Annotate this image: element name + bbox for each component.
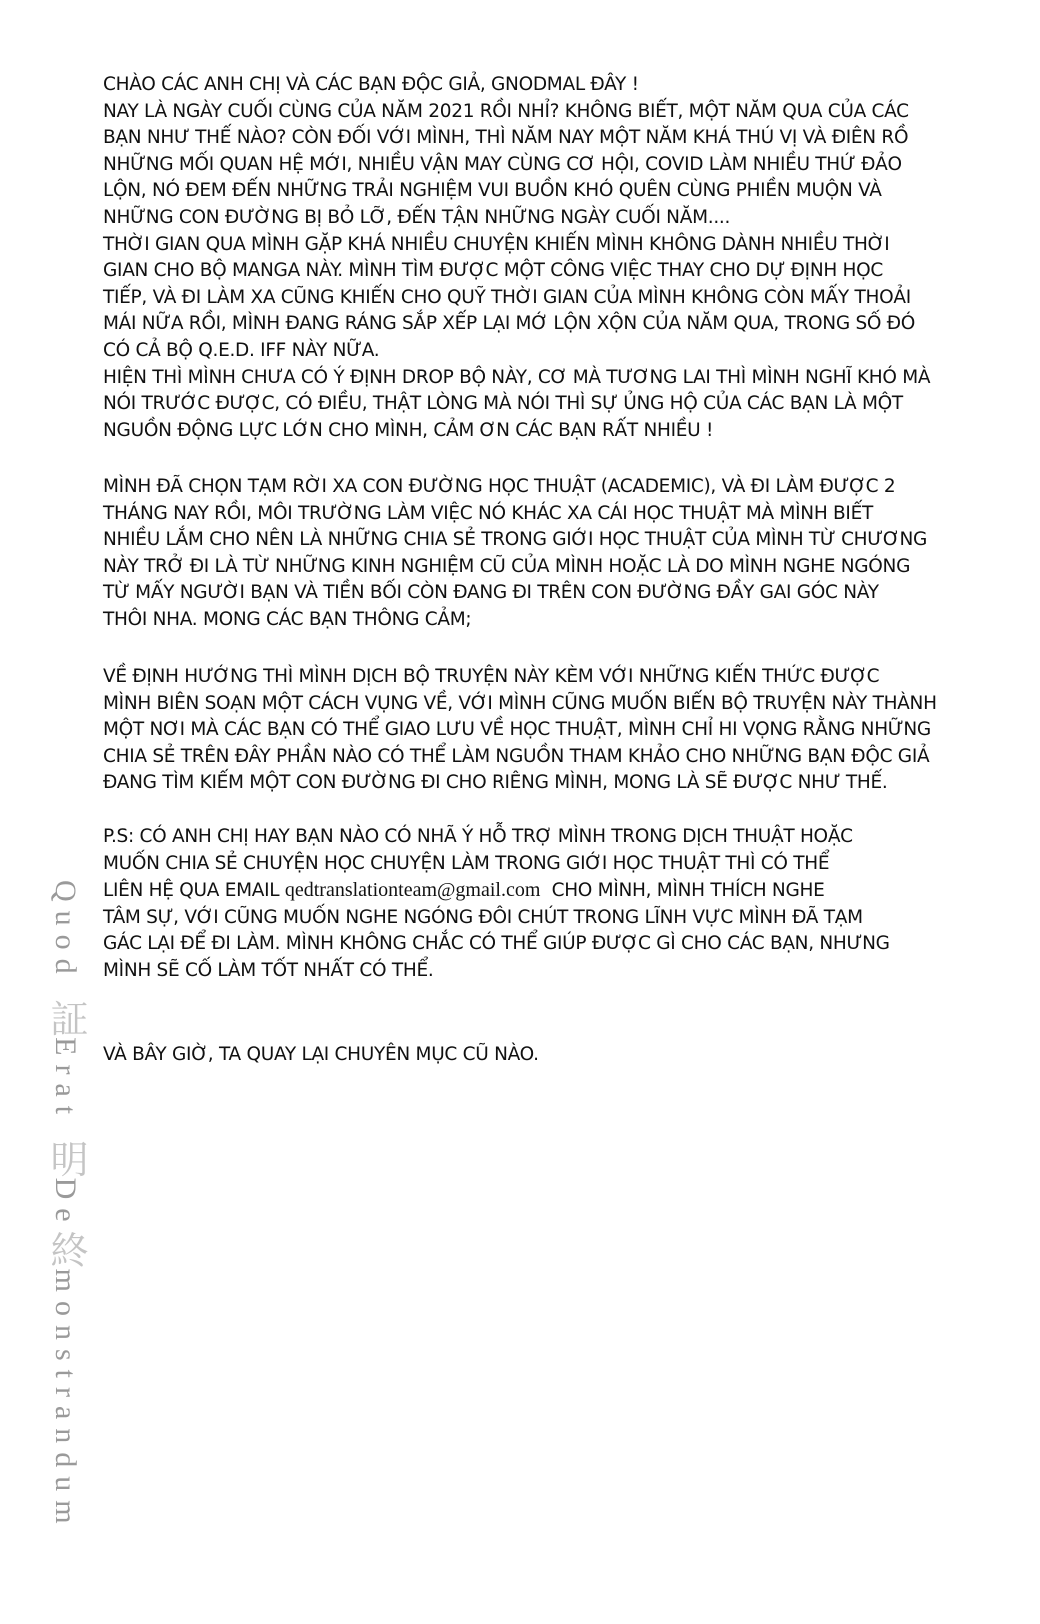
email-line (103, 877, 943, 905)
text-line: ĐANG TÌM KIẾM MỘT CON ĐƯỜNG ĐI CHO RIÊNG MÌNH, MONG LÀ SẼ ĐƯỢC NHƯ THẾ. (103, 772, 888, 794)
text-line: MUỐN CHIA SẺ CHUYỆN HỌC CHUYỆN LÀM TRONG GIỚI HỌC THUẬT THÌ CÓ THỂ (103, 852, 830, 874)
closing-paragraph (103, 1042, 943, 1069)
text-line: NÓI TRƯỚC ĐƯỢC, CÓ ĐIỀU, THẬT LÒNG MÀ NÓI THÌ SỰ ỦNG HỘ CỦA CÁC BẠN LÀ MỘT (103, 393, 903, 415)
email-prefix: LIÊN HỆ QUA EMAIL (103, 880, 285, 902)
text-line: THÁNG NAY RỒI, MÔI TRƯỜNG LÀM VIỆC NÓ KHÁC XA CÁI HỌC THUẬT MÀ MÌNH BIẾT (103, 502, 873, 524)
text-line: MÌNH ĐÃ CHỌN TẠM RỜI XA CON ĐƯỜNG HỌC THUẬT (ACADEMIC), VÀ ĐI LÀM ĐƯỢC 2 (103, 476, 896, 497)
text-line: BẠN NHƯ THẾ NÀO? CÒN ĐỐI VỚI MÌNH, THÌ NĂM NAY MỘT NĂM KHÁ THÚ VỊ VÀ ĐIÊN RỒ (103, 127, 909, 149)
text-line: THÔI NHA. MONG CÁC BẠN THÔNG CẢM; (103, 608, 472, 630)
text-line: GÁC LẠI ĐỂ ĐI LÀM. MÌNH KHÔNG CHẮC CÓ THỂ GIÚP ĐƯỢC GÌ CHO CÁC BẠN, NHƯNG (103, 933, 890, 955)
text-line: THỜI GIAN QUA MÌNH GẶP KHÁ NHIỀU CHUYỆN KHIẾN MÌNH KHÔNG DÀNH NHIỀU THỜI (103, 233, 890, 255)
text-line: HIỆN THÌ MÌNH CHƯA CÓ Ý ĐỊNH DROP BỘ NÀY, CƠ MÀ TƯƠNG LAI THÌ MÌNH NGHĨ KHÓ MÀ (103, 366, 931, 388)
watermark-kanji: 証 (44, 999, 86, 1038)
direction-paragraph (103, 664, 943, 797)
text-line: MỘT NƠI MÀ CÁC BẠN CÓ THỂ GIAO LƯU VỀ HỌC THUẬT, MÌNH CHỈ HI VỌNG RẰNG NHỮNG (103, 719, 931, 741)
text-line: NAY LÀ NGÀY CUỐI CÙNG CỦA NĂM 2021 RỒI NHỈ? KHÔNG BIẾT, MỘT NĂM QUA CỦA CÁC (103, 100, 909, 122)
text-line: GIAN CHO BỘ MANGA NÀY. MÌNH TÌM ĐƯỢC MỘT CÔNG VIỆC THAY CHO DỰ ĐỊNH HỌC (103, 260, 884, 282)
text-line: TÂM SỰ, VỚI CŨNG MUỐN NGHE NGÓNG ĐÔI CHÚT TRONG LĨNH VỰC MÌNH ĐÃ TẠM (103, 906, 863, 928)
text-line: CHÀO CÁC ANH CHỊ VÀ CÁC BẠN ĐỘC GIẢ, GNODMAL ĐÂY ! (103, 74, 639, 95)
text-line: MÁI NỮA RỒI, MÌNH ĐANG RÁNG SẮP XẾP LẠI MỚ LỘN XỘN CỦA NĂM QUA, TRONG SỐ ĐÓ (103, 313, 916, 335)
text-line: NHỮNG MỐI QUAN HỆ MỚI, NHIỀU VẬN MAY CÙNG CƠ HỘI, COVID LÀM NHIỀU THỨ ĐẢO (103, 153, 902, 175)
text-line: CHIA SẺ TRÊN ĐÂY PHẦN NÀO CÓ THỂ LÀM NGUỒN THAM KHẢO CHO NHỮNG BẠN ĐỘC GIẢ (103, 745, 930, 767)
watermark-text: Quod (49, 880, 82, 1000)
email-suffix: CHO MÌNH, MÌNH THÍCH NGHE (540, 880, 825, 902)
qed-watermark (38, 880, 93, 1533)
watermark-text: Erat (49, 1037, 82, 1140)
text-line: LỘN, NÓ ĐEM ĐẾN NHỮNG TRẢI NGHIỆM VUI BUỒN KHÓ QUÊN CÙNG PHIỀN MUỘN VÀ (103, 180, 882, 202)
text-line: TIẾP, VÀ ĐI LÀM XA CŨNG KHIẾN CHO QUỸ THỜI GIAN CỦA MÌNH KHÔNG CÒN MẤY THOẢI (103, 286, 911, 308)
text-line: P.S: CÓ ANH CHỊ HAY BẠN NÀO CÓ NHÃ Ý HỖ TRỢ MÌNH TRONG DỊCH THUẬT HOẶC (103, 826, 853, 847)
email-address[interactable]: qedtranslationteam@gmail.com (284, 879, 541, 902)
text-line: VÀ BÂY GIỜ, TA QUAY LẠI CHUYÊN MỤC CŨ NÀO. (103, 1044, 539, 1065)
text-line: TỪ MẤY NGƯỜI BẠN VÀ TIỀN BỐI CÒN ĐANG ĐI TRÊN CON ĐƯỜNG ĐẦY GAI GÓC NÀY (103, 582, 879, 604)
text-line: NÀY TRỞ ĐI LÀ TỪ NHỮNG KINH NGHIỆM CŨ CỦA MÌNH HOẶC LÀ DO MÌNH NGHE NGÓNG (103, 555, 911, 577)
text-line: CÓ CẢ BỘ Q.E.D. IFF NÀY NỮA. (103, 339, 380, 361)
watermark-text: De (49, 1177, 82, 1231)
intro-paragraph (103, 72, 943, 444)
watermark-text: monstrandum (49, 1268, 82, 1533)
ps-paragraph (103, 824, 943, 985)
text-line: MÌNH BIÊN SOẠN MỘT CÁCH VỤNG VỀ, VỚI MÌNH CŨNG MUỐN BIẾN BỘ TRUYỆN NÀY THÀNH (103, 692, 937, 714)
text-line: NGUỒN ĐỘNG LỰC LỚN CHO MÌNH, CẢM ƠN CÁC BẠN RẤT NHIỀU ! (103, 419, 714, 441)
text-line: MÌNH SẼ CỐ LÀM TỐT NHẤT CÓ THỂ. (103, 959, 434, 981)
text-line: NHIỀU LẮM CHO NÊN LÀ NHỮNG CHIA SẺ TRONG GIỚI HỌC THUẬT CỦA MÌNH TỪ CHƯƠNG (103, 529, 928, 551)
watermark-kanji: 明 (44, 1139, 86, 1178)
watermark-kanji: 終 (44, 1230, 86, 1269)
career-paragraph (103, 474, 943, 634)
text-line: VỀ ĐỊNH HƯỚNG THÌ MÌNH DỊCH BỘ TRUYỆN NÀY KÈM VỚI NHỮNG KIẾN THỨC ĐƯỢC (103, 666, 880, 687)
text-line: NHỮNG CON ĐƯỜNG BỊ BỎ LỠ, ĐẾN TẬN NHỮNG NGÀY CUỐI NĂM.... (103, 206, 731, 228)
